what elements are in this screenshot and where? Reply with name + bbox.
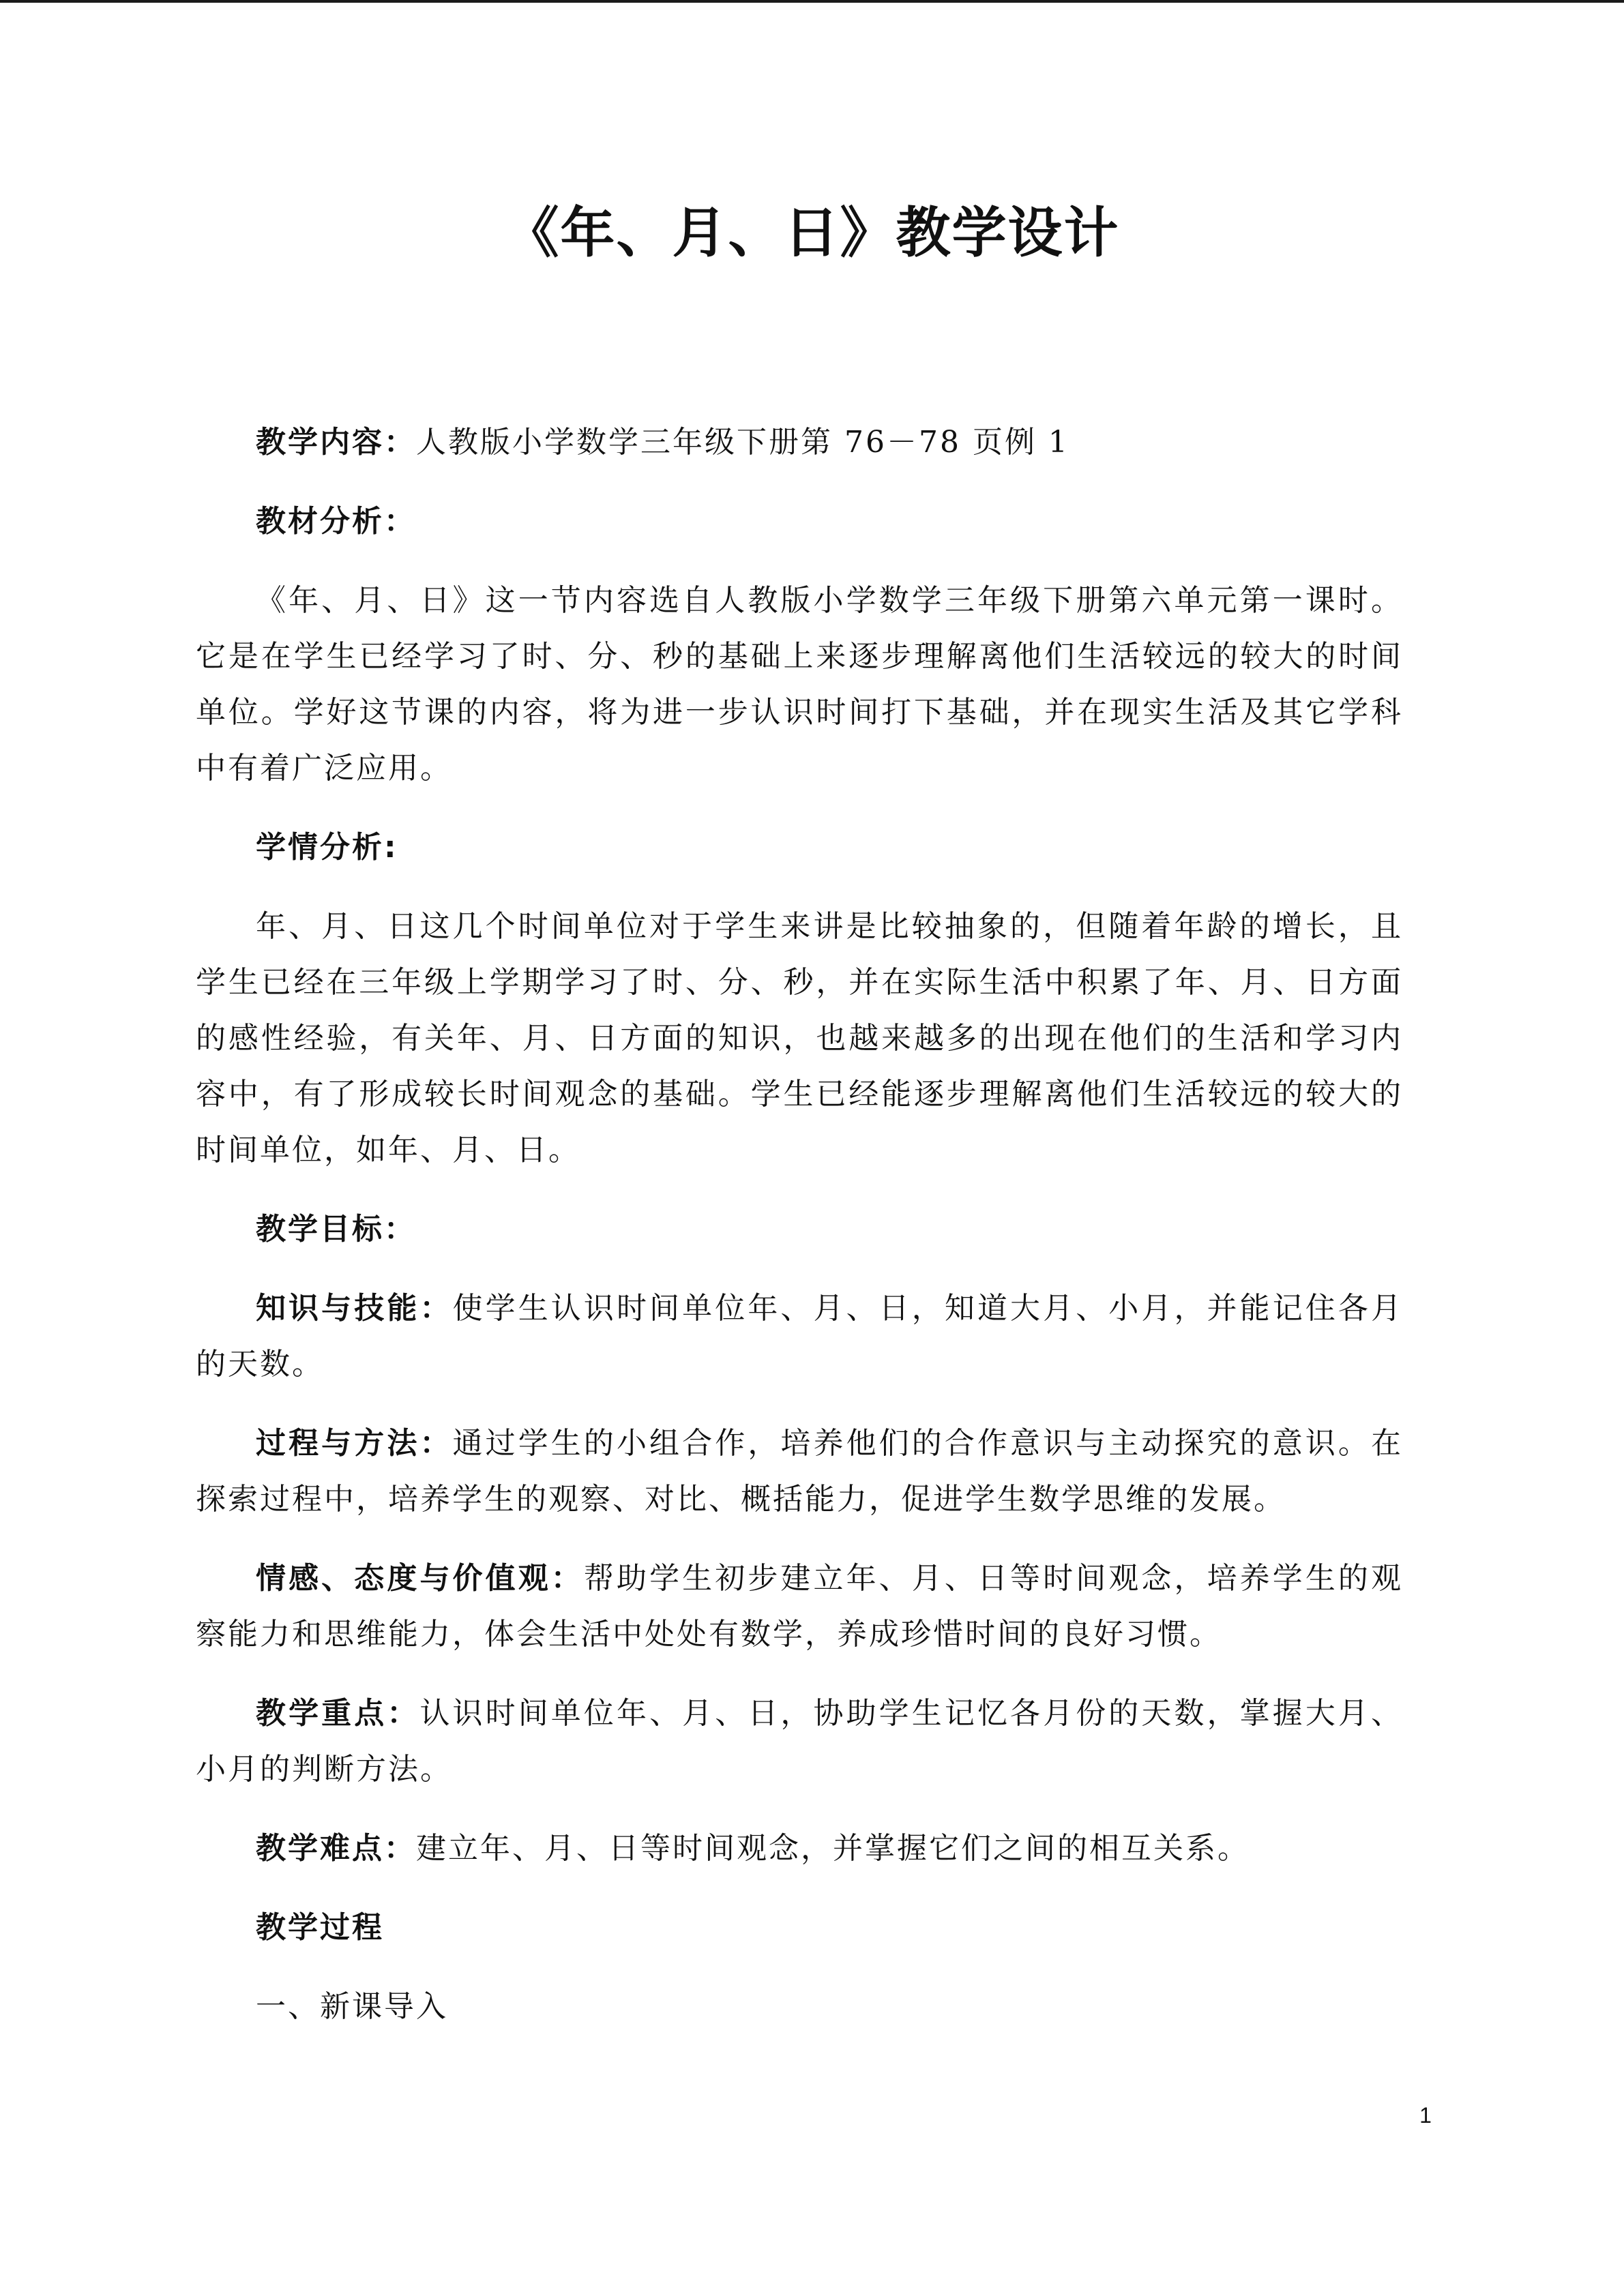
emotion-paragraph <box>196 1551 1403 1663</box>
learner-text: 年、月、日这几个时间单位对于学生来讲是比较抽象的，但随着年龄的增长，且学生已经在三年级上学期学习了时、分、秒，并在实际生活中积累了年、月、日方面的感性经验，有关年、月、日方面的知识，也越来越多的出现在他们的生活和学习内容中，有了形成较长时间观念的基础。学生已经能逐步理解离他们生活较远的较大的时间单位，如年、月、日。 <box>196 909 1403 1167</box>
keypoint-paragraph <box>196 1686 1403 1798</box>
material-heading: 教材分析： <box>256 504 416 539</box>
content-text: 人教版小学数学三年级下册第 76－78 页例 1 <box>416 425 1069 460</box>
teaching-process-heading: 教学过程 <box>256 1910 384 1945</box>
knowledge-label: 知识与技能： <box>256 1291 453 1326</box>
learner-heading: 学情分析: <box>256 830 398 865</box>
keypoint-text: 认识时间单位年、月、日，协助学生记忆各月份的天数，掌握大月、小月的判断方法。 <box>196 1696 1404 1787</box>
goals-heading-paragraph <box>196 1202 1403 1257</box>
knowledge-paragraph <box>196 1281 1403 1392</box>
material-heading-paragraph <box>196 494 1403 550</box>
process-paragraph <box>196 1416 1403 1527</box>
difficulty-label: 教学难点： <box>256 1831 416 1866</box>
knowledge-text: 使学生认识时间单位年、月、日，知道大月、小月，并能记住各月的天数。 <box>196 1291 1403 1382</box>
content-paragraph <box>196 415 1403 471</box>
material-text: 《年、月、日》这一节内容选自人教版小学数学三年级下册第六单元第一课时。它是在学生已经学习了时、分、秒的基础上来逐步理解离他们生活较远的较大的时间单位。学好这节课的内容，将为进一步认识时间打下基础，并在现实生活及其它学科中有着广泛应用。 <box>196 583 1403 786</box>
process-text: 通过学生的小组合作，培养他们的合作意识与主动探究的意识。在探索过程中，培养学生的观察、对比、概括能力，促进学生数学思维的发展。 <box>196 1426 1403 1517</box>
process-heading-paragraph <box>196 1900 1403 1956</box>
content-label: 教学内容： <box>256 425 416 460</box>
emotion-text: 帮助学生初步建立年、月、日等时间观念，培养学生的观察能力和思维能力，体会生活中处处有数学，养成珍惜时间的良好习惯。 <box>196 1561 1404 1652</box>
difficulty-paragraph <box>196 1821 1403 1877</box>
keypoint-label: 教学重点： <box>256 1696 420 1731</box>
goals-heading: 教学目标： <box>256 1212 416 1247</box>
emotion-label: 情感、态度与价值观： <box>256 1561 584 1596</box>
difficulty-text: 建立年、月、日等时间观念，并掌握它们之间的相互关系。 <box>416 1831 1250 1866</box>
document-title: 《年、月、日》教学设计 <box>504 201 1120 265</box>
process-label: 过程与方法： <box>256 1426 453 1461</box>
intro-heading-paragraph <box>196 1979 1403 2035</box>
document-body <box>196 415 1403 2058</box>
learner-heading-paragraph <box>196 820 1403 876</box>
page-number: 1 <box>1419 2103 1432 2128</box>
intro-heading: 一、新课导入 <box>256 1989 448 2024</box>
